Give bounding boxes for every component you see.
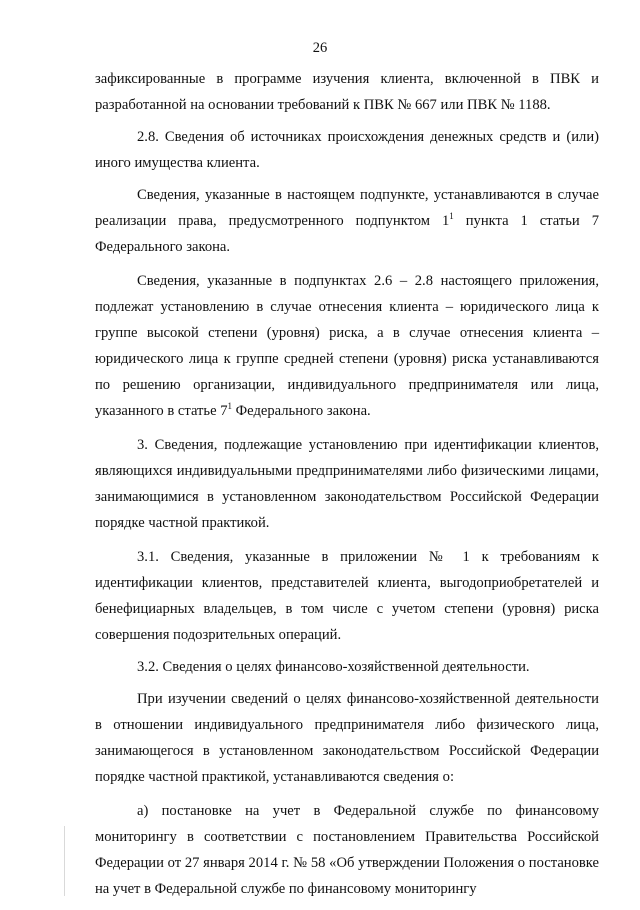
superscript: 1	[227, 401, 232, 412]
paragraph-section-3-1: 3.1. Сведения, указанные в приложении № 1 к требованиям к идентификации клиентов, представителей клиента, выгодоприобретателей и бенефициарных владельцев, в том числе с учетом степени (уровня) риска совершения подозрительных операций.	[95, 549, 599, 643]
paragraph-2-6-2-8-note	[95, 268, 599, 424]
paragraph-section-2-8: 2.8. Сведения об источниках происхождения денежных средств и (или) иного имущества клиента.	[95, 129, 599, 171]
paragraph-text: пункта 1 статьи 7 Федерального закона.	[95, 213, 599, 255]
paragraph-text: Сведения, указанные в настоящем подпункте, устанавливаются в случае реализации права, предусмотренного подпунктом 1	[95, 187, 599, 229]
paragraph-section-3-2: 3.2. Сведения о целях финансово-хозяйственной деятельности.	[137, 659, 530, 675]
document-body	[95, 66, 599, 910]
paragraph-3-2-intro: При изучении сведений о целях финансово-хозяйственной деятельности в отношении индивидуального предпринимателя либо физического лица, занимающегося в установленном законодательством Российской Федерации порядке частной практикой, устанавливаются сведения о:	[95, 691, 599, 785]
page-number: 26	[312, 40, 328, 56]
paragraph-2-8-note	[95, 182, 599, 260]
paragraph-section-3: 3. Сведения, подлежащие установлению при идентификации клиентов, являющихся индивидуальными предпринимателями либо физическими лицами, занимающимися в установленном законодательством Российской Федерации порядке частной практикой.	[95, 437, 599, 531]
paragraph-text: Федерального закона.	[232, 403, 371, 419]
scan-margin-mark	[64, 826, 65, 896]
superscript: 1	[449, 211, 454, 222]
paragraph-text: Сведения, указанные в подпунктах 2.6 – 2.8 настоящего приложения, подлежат установлению в случае отнесения клиента – юридического лица к группе высокой степени (уровня) риска, а в случае отнесения клиента – юридического лица к группе средней степени (уровня) риска устанавливаются по решению организации, индивидуального предпринимателя или лица, указанного в статье 7	[95, 273, 599, 419]
paragraph-item-a: а) постановке на учет в Федеральной службе по финансовому мониторингу в соответствии с постановлением Правительства Российской Федерации от 27 января 2014 г. № 58 «Об утверждении Положения о постановке на учет в Федеральной службе по финансовому мониторингу	[95, 803, 599, 897]
paragraph-continuation: зафиксированные в программе изучения клиента, включенной в ПВК и разработанной на основании требований к ПВК № 667 или ПВК № 1188.	[95, 71, 599, 113]
